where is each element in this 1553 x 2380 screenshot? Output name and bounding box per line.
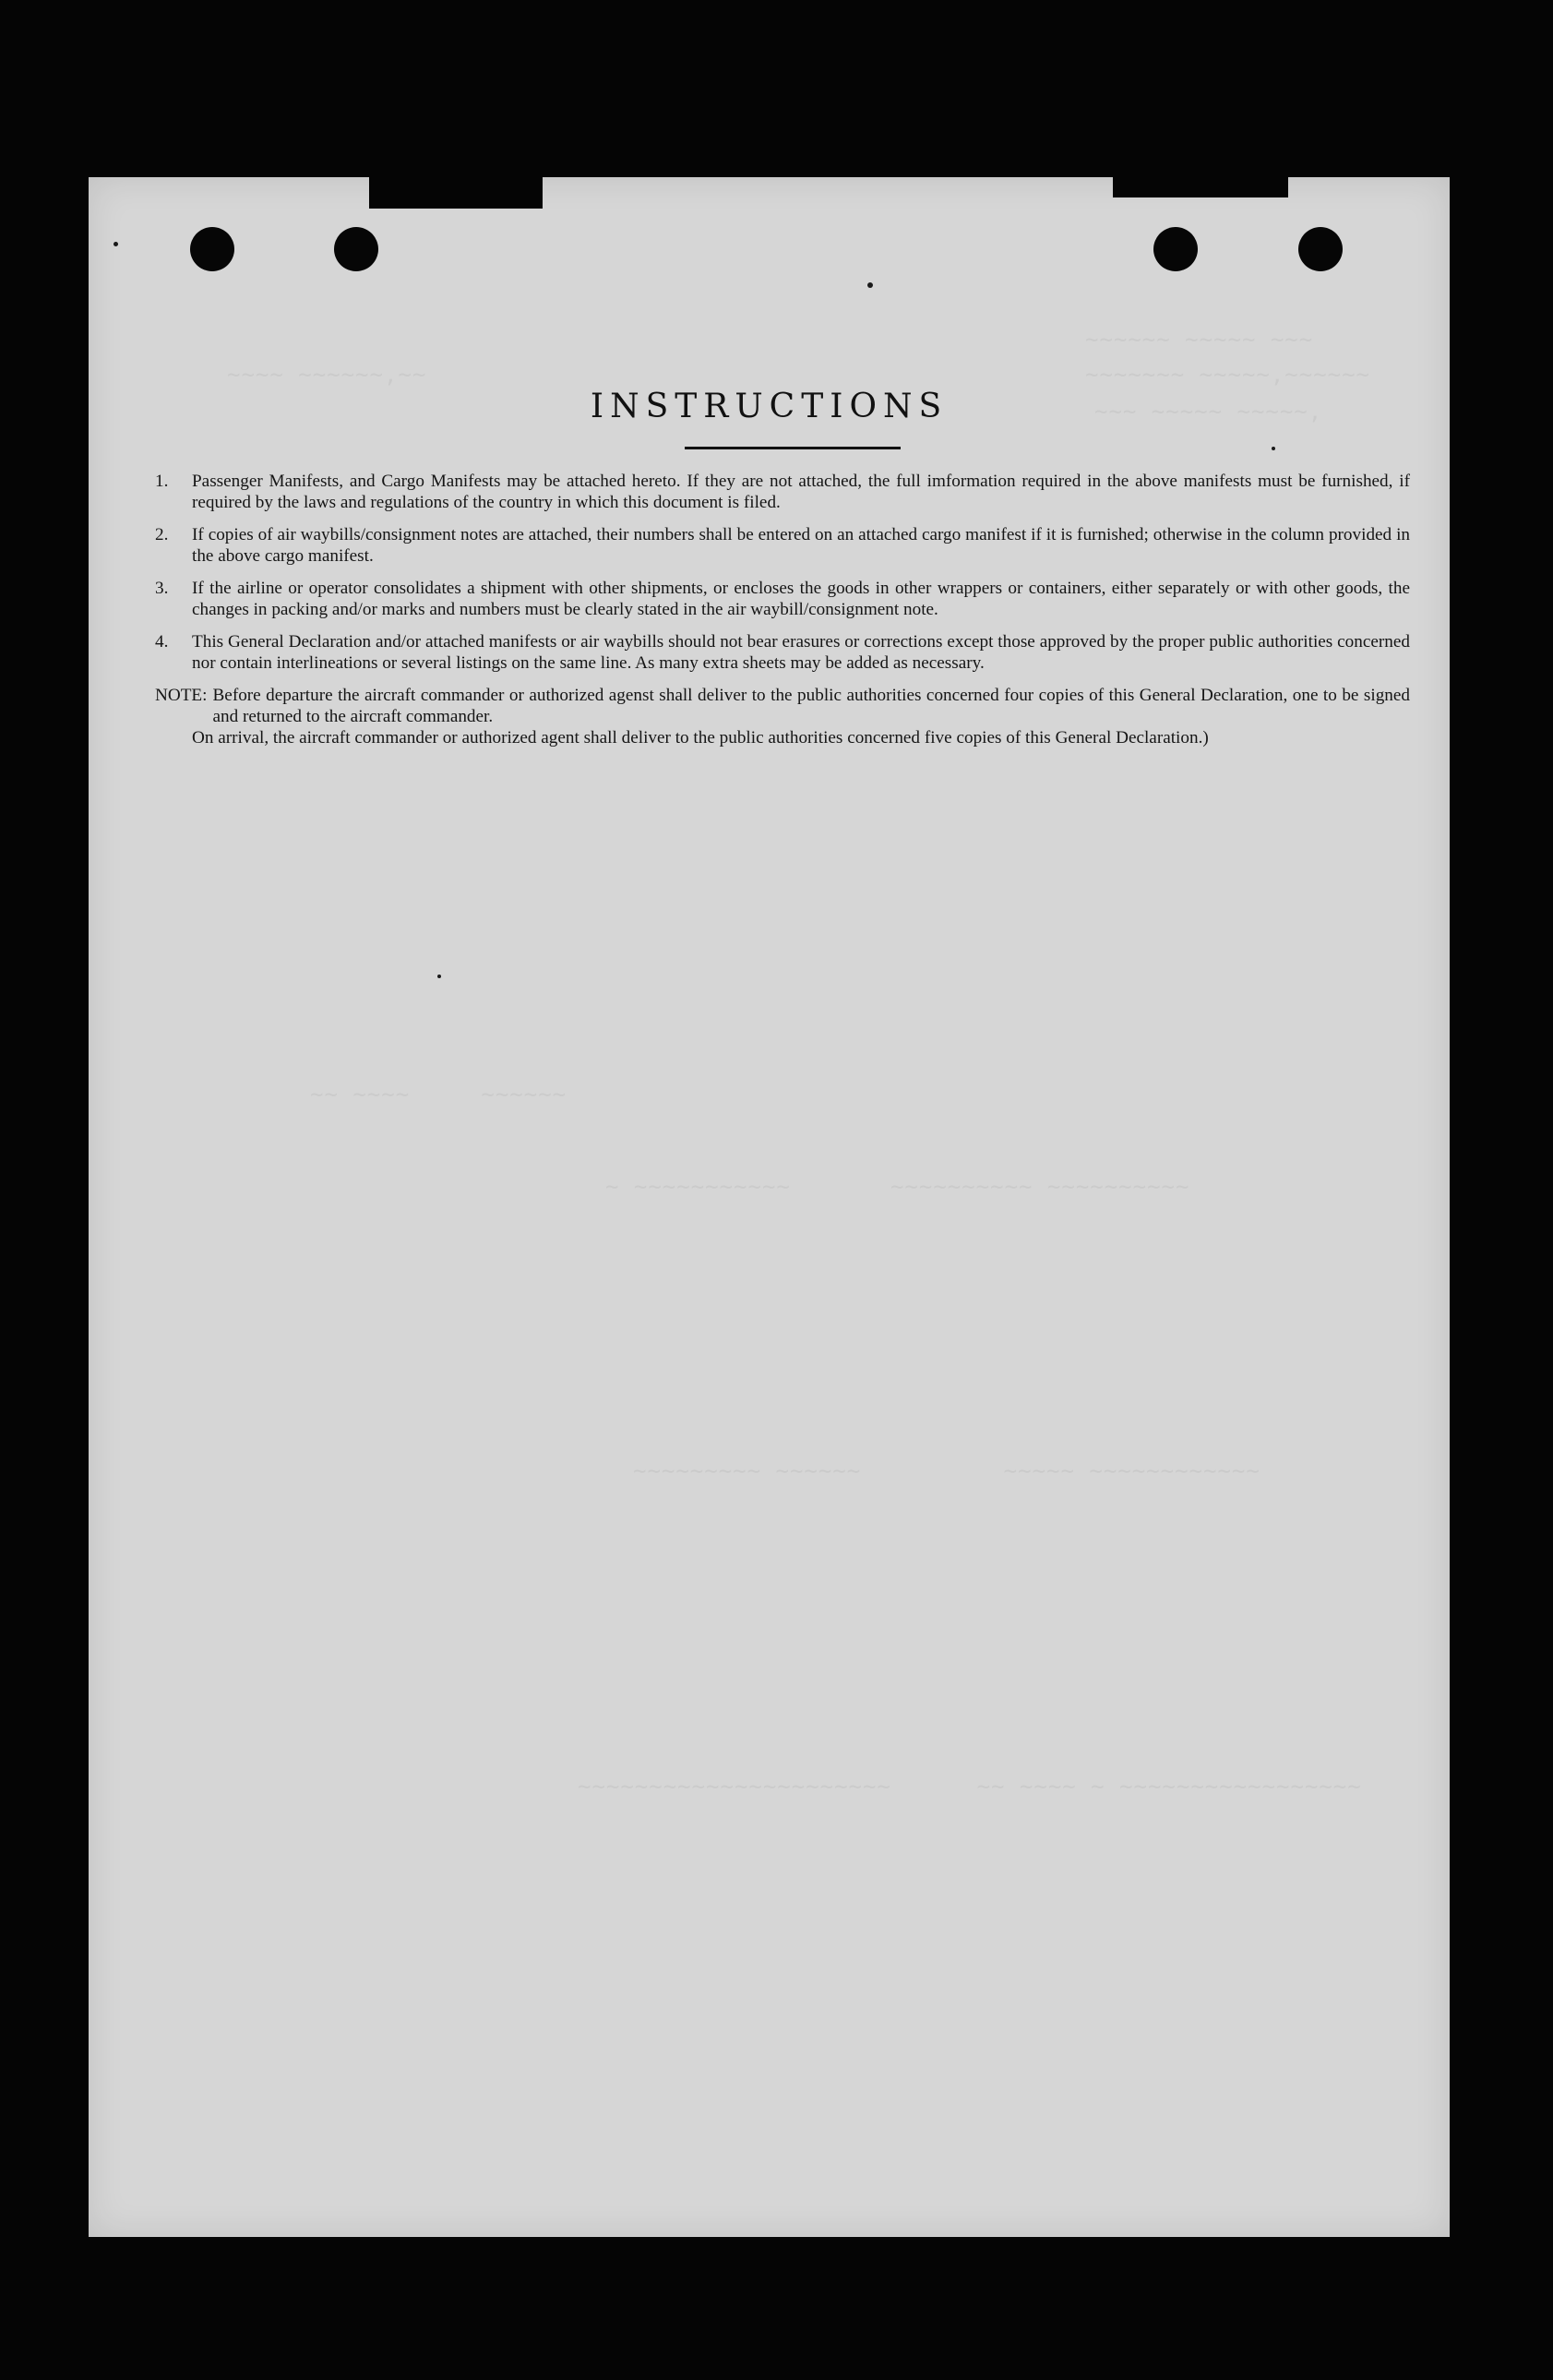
item-number: 3.	[155, 579, 169, 598]
note-departure-text: Before departure the aircraft commander or authorized agenst shall deliver to the public authorities concerned four copies of this General Declaration, one to be signed and returned to the aircraft commander.	[212, 686, 1410, 726]
bleed-through-4: ~~~ ~~~~~ ~~~~~,	[1094, 399, 1323, 425]
dust-speck	[437, 975, 441, 978]
note-arrival-text: On arrival, the aircraft commander or authorized agent shall deliver to the public authorities concerned five copies of this General Declaration.)	[192, 728, 1209, 747]
instruction-item-1	[155, 471, 1410, 513]
instruction-item-2	[155, 524, 1410, 567]
note-label: NOTE:	[155, 686, 208, 705]
bleed-through-3: ~~~~~~~ ~~~~~,~~~~~~	[1085, 362, 1370, 388]
bleed-through-2: ~~~~~~ ~~~~~ ~~~	[1085, 327, 1314, 353]
title-underline	[685, 447, 901, 449]
bleed-through-8: ~~~~~~~~~~~~~~~~~~~~~~ ~~ ~~~~ ~ ~~~~~~~~~~~~~~~~~	[578, 1774, 1362, 1800]
bleed-through-5: ~~ ~~~~ ~~~~~~	[310, 1082, 567, 1107]
punch-hole-2	[334, 227, 378, 271]
instructions-list	[155, 471, 1410, 748]
dust-speck	[1272, 447, 1275, 450]
punch-hole-3	[1153, 227, 1198, 271]
instruction-item-4	[155, 631, 1410, 674]
punch-hole-4	[1298, 227, 1343, 271]
binder-tab-right	[1113, 177, 1288, 197]
binder-tab-left	[369, 177, 543, 209]
dust-speck	[867, 282, 873, 288]
punch-hole-1	[190, 227, 234, 271]
item-number: 1.	[155, 472, 169, 491]
item-text: This General Declaration and/or attached manifests or air waybills should not bear erasures or corrections except those approved by the proper public authorities concerned nor contain interlineations or several listings on the same line. As many extra sheets may be added as necessary.	[192, 632, 1410, 673]
note-block	[155, 685, 1410, 727]
dust-speck	[113, 242, 118, 246]
item-number: 2.	[155, 525, 169, 544]
bleed-through-1: ~~~~ ~~~~~~,~~	[227, 362, 427, 388]
instruction-item-3	[155, 578, 1410, 620]
bleed-through-6: ~ ~~~~~~~~~~~ ~~~~~~~~~~ ~~~~~~~~~~	[605, 1174, 1190, 1200]
page-title: INSTRUCTIONS	[590, 388, 949, 425]
bleed-through-7: ~~~~~~~~~ ~~~~~~ ~~~~~ ~~~~~~~~~~~~	[633, 1458, 1260, 1484]
item-text: If copies of air waybills/consignment notes are attached, their numbers shall be entered on an attached cargo manifest if it is furnished; otherwise in the column provided in the above cargo manifest.	[192, 525, 1410, 566]
paper-sheet	[89, 177, 1450, 2237]
item-number: 4.	[155, 632, 169, 652]
item-text: If the airline or operator consolidates a shipment with other shipments, or encloses the goods in other wrappers or containers, either separately or with other goods, the changes in packing and/or marks and numbers must be clearly stated in the air waybill/consignment note.	[192, 579, 1410, 619]
item-text: Passenger Manifests, and Cargo Manifests may be attached hereto. If they are not attached, the full imformation required in the above manifests must be furnished, if required by the laws and regulations of the country in which this document is filed.	[192, 472, 1410, 512]
